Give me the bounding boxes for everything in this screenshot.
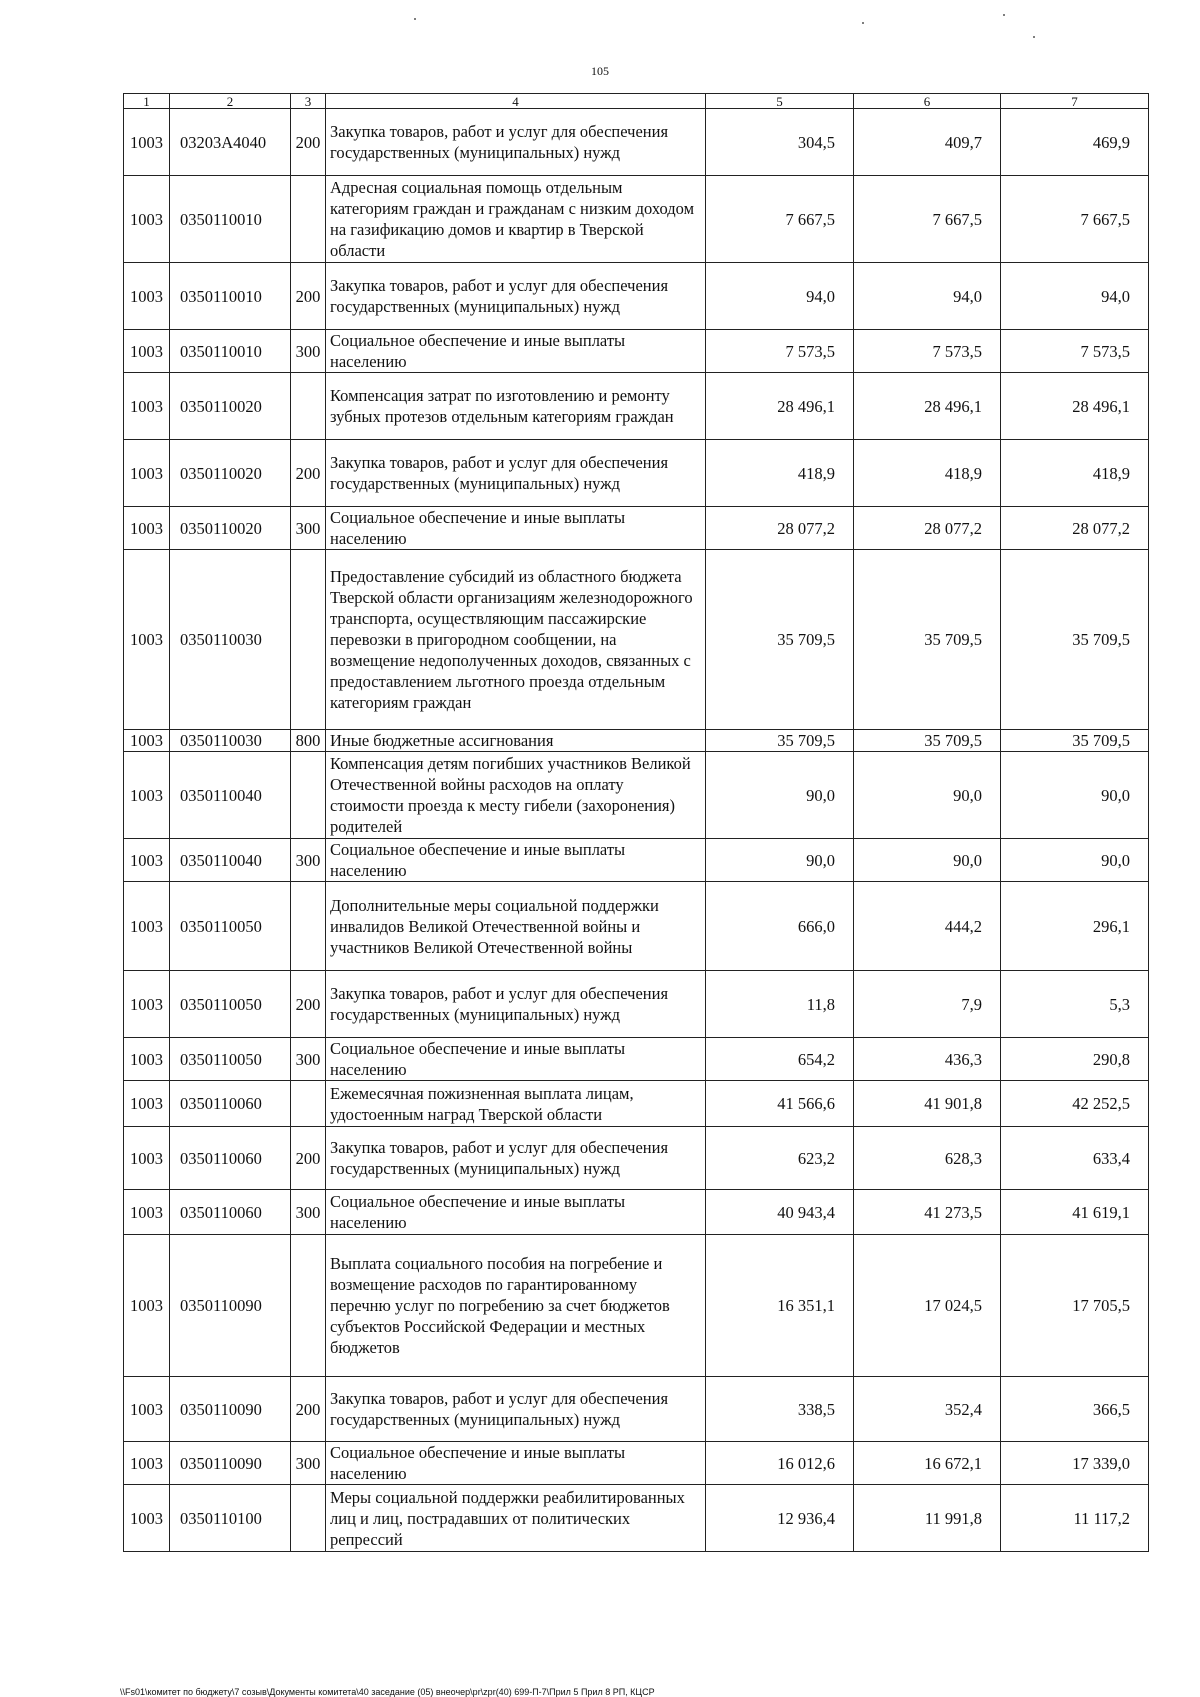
amount-col6-cell: 409,7 xyxy=(854,109,1001,176)
amount-col6-cell: 35 709,5 xyxy=(854,550,1001,730)
target-article-code-cell: 0350110090 xyxy=(170,1442,291,1485)
amount-col6-cell: 7 667,5 xyxy=(854,176,1001,263)
table-row xyxy=(124,1485,1149,1552)
target-article-code-cell: 0350110060 xyxy=(170,1190,291,1235)
target-article-code-cell: 0350110060 xyxy=(170,1127,291,1190)
table-row xyxy=(124,1081,1149,1127)
item-name-cell: Социальное обеспечение и иные выплаты населению xyxy=(326,1190,706,1235)
expense-type-cell xyxy=(291,550,326,730)
amount-col6-cell: 11 991,8 xyxy=(854,1485,1001,1552)
expense-type-cell xyxy=(291,1485,326,1552)
amount-col7-cell: 7 667,5 xyxy=(1001,176,1149,263)
amount-col5-cell: 12 936,4 xyxy=(706,1485,854,1552)
item-name-cell: Выплата социального пособия на погребение и возмещение расходов по гарантированному перечню услуг по погребению за счет бюджетов субъектов Российской Федерации и местных бюджетов xyxy=(326,1235,706,1377)
amount-col6-cell: 28 077,2 xyxy=(854,507,1001,550)
expense-type-cell: 200 xyxy=(291,971,326,1038)
amount-col6-cell: 41 901,8 xyxy=(854,1081,1001,1127)
target-article-code-cell: 0350110040 xyxy=(170,839,291,882)
amount-col5-cell: 28 496,1 xyxy=(706,373,854,440)
amount-col7-cell: 418,9 xyxy=(1001,440,1149,507)
amount-col7-cell: 296,1 xyxy=(1001,882,1149,971)
expense-type-cell: 200 xyxy=(291,1377,326,1442)
target-article-code-cell: 0350110050 xyxy=(170,882,291,971)
expense-type-cell xyxy=(291,1081,326,1127)
amount-col6-cell: 35 709,5 xyxy=(854,730,1001,752)
amount-col6-cell: 16 672,1 xyxy=(854,1442,1001,1485)
amount-col5-cell: 11,8 xyxy=(706,971,854,1038)
table-row xyxy=(124,839,1149,882)
target-article-code-cell: 0350110020 xyxy=(170,373,291,440)
amount-col5-cell: 16 012,6 xyxy=(706,1442,854,1485)
amount-col7-cell: 42 252,5 xyxy=(1001,1081,1149,1127)
table-row xyxy=(124,730,1149,752)
table-body xyxy=(124,109,1149,1552)
expense-type-cell: 300 xyxy=(291,507,326,550)
target-article-code-cell: 0350110040 xyxy=(170,752,291,839)
section-code-cell: 1003 xyxy=(124,1190,170,1235)
section-code-cell: 1003 xyxy=(124,730,170,752)
amount-col5-cell: 338,5 xyxy=(706,1377,854,1442)
scan-speck xyxy=(862,22,864,24)
item-name-cell: Закупка товаров, работ и услуг для обеспечения государственных (муниципальных) нужд xyxy=(326,1127,706,1190)
target-article-code-cell: 0350110030 xyxy=(170,550,291,730)
amount-col6-cell: 7 573,5 xyxy=(854,330,1001,373)
amount-col5-cell: 90,0 xyxy=(706,752,854,839)
amount-col7-cell: 17 705,5 xyxy=(1001,1235,1149,1377)
section-code-cell: 1003 xyxy=(124,1235,170,1377)
expense-type-cell xyxy=(291,1235,326,1377)
table-row xyxy=(124,440,1149,507)
expense-type-cell: 300 xyxy=(291,330,326,373)
target-article-code-cell: 0350110090 xyxy=(170,1377,291,1442)
section-code-cell: 1003 xyxy=(124,263,170,330)
item-name-cell: Ежемесячная пожизненная выплата лицам, удостоенным наград Тверской области xyxy=(326,1081,706,1127)
amount-col7-cell: 366,5 xyxy=(1001,1377,1149,1442)
page-number: 105 xyxy=(591,64,609,78)
section-code-cell: 1003 xyxy=(124,1377,170,1442)
amount-col5-cell: 623,2 xyxy=(706,1127,854,1190)
amount-col6-cell: 628,3 xyxy=(854,1127,1001,1190)
target-article-code-cell: 0350110050 xyxy=(170,971,291,1038)
amount-col5-cell: 7 573,5 xyxy=(706,330,854,373)
budget-table xyxy=(123,93,1149,1552)
item-name-cell: Социальное обеспечение и иные выплаты населению xyxy=(326,1038,706,1081)
column-header: 2 xyxy=(170,94,291,109)
column-header: 3 xyxy=(291,94,326,109)
amount-col5-cell: 418,9 xyxy=(706,440,854,507)
amount-col7-cell: 90,0 xyxy=(1001,839,1149,882)
table-row xyxy=(124,263,1149,330)
item-name-cell: Закупка товаров, работ и услуг для обеспечения государственных (муниципальных) нужд xyxy=(326,109,706,176)
section-code-cell: 1003 xyxy=(124,1081,170,1127)
target-article-code-cell: 0350110010 xyxy=(170,330,291,373)
scan-speck xyxy=(1033,36,1035,38)
section-code-cell: 1003 xyxy=(124,109,170,176)
table-row xyxy=(124,109,1149,176)
target-article-code-cell: 03203A4040 xyxy=(170,109,291,176)
table-row xyxy=(124,1190,1149,1235)
amount-col7-cell: 35 709,5 xyxy=(1001,550,1149,730)
expense-type-cell: 300 xyxy=(291,1442,326,1485)
section-code-cell: 1003 xyxy=(124,1038,170,1081)
section-code-cell: 1003 xyxy=(124,839,170,882)
item-name-cell: Меры социальной поддержки реабилитированных лиц и лиц, пострадавших от политических репрессий xyxy=(326,1485,706,1552)
scan-speck xyxy=(414,18,416,20)
amount-col5-cell: 40 943,4 xyxy=(706,1190,854,1235)
item-name-cell: Социальное обеспечение и иные выплаты населению xyxy=(326,507,706,550)
section-code-cell: 1003 xyxy=(124,330,170,373)
expense-type-cell xyxy=(291,752,326,839)
expense-type-cell: 800 xyxy=(291,730,326,752)
item-name-cell: Социальное обеспечение и иные выплаты населению xyxy=(326,839,706,882)
section-code-cell: 1003 xyxy=(124,507,170,550)
amount-col6-cell: 17 024,5 xyxy=(854,1235,1001,1377)
amount-col7-cell: 35 709,5 xyxy=(1001,730,1149,752)
column-number-row xyxy=(124,94,1149,109)
amount-col6-cell: 436,3 xyxy=(854,1038,1001,1081)
column-header: 4 xyxy=(326,94,706,109)
amount-col5-cell: 666,0 xyxy=(706,882,854,971)
section-code-cell: 1003 xyxy=(124,176,170,263)
amount-col5-cell: 41 566,6 xyxy=(706,1081,854,1127)
amount-col5-cell: 654,2 xyxy=(706,1038,854,1081)
section-code-cell: 1003 xyxy=(124,550,170,730)
footer-file-path: \\Fs01\комитет по бюджету\7 созыв\Документы комитета\40 заседание (05) внеочер\pr\zpr(40) 699-П-7\Прил 5 Прил 8 РП, КЦСР xyxy=(120,1687,655,1697)
amount-col5-cell: 304,5 xyxy=(706,109,854,176)
section-code-cell: 1003 xyxy=(124,1127,170,1190)
amount-col7-cell: 17 339,0 xyxy=(1001,1442,1149,1485)
amount-col5-cell: 16 351,1 xyxy=(706,1235,854,1377)
amount-col6-cell: 90,0 xyxy=(854,752,1001,839)
amount-col6-cell: 418,9 xyxy=(854,440,1001,507)
expense-type-cell: 200 xyxy=(291,440,326,507)
scan-speck xyxy=(1003,14,1005,16)
table-row xyxy=(124,176,1149,263)
amount-col7-cell: 11 117,2 xyxy=(1001,1485,1149,1552)
table-row xyxy=(124,1127,1149,1190)
section-code-cell: 1003 xyxy=(124,373,170,440)
column-header: 7 xyxy=(1001,94,1149,109)
item-name-cell: Иные бюджетные ассигнования xyxy=(326,730,706,752)
item-name-cell: Социальное обеспечение и иные выплаты населению xyxy=(326,330,706,373)
item-name-cell: Социальное обеспечение и иные выплаты населению xyxy=(326,1442,706,1485)
item-name-cell: Закупка товаров, работ и услуг для обеспечения государственных (муниципальных) нужд xyxy=(326,440,706,507)
table-row xyxy=(124,1038,1149,1081)
target-article-code-cell: 0350110020 xyxy=(170,507,291,550)
table-row xyxy=(124,1377,1149,1442)
section-code-cell: 1003 xyxy=(124,752,170,839)
item-name-cell: Компенсация затрат по изготовлению и ремонту зубных протезов отдельным категориям граждан xyxy=(326,373,706,440)
column-header: 1 xyxy=(124,94,170,109)
table-row xyxy=(124,507,1149,550)
table-row xyxy=(124,882,1149,971)
item-name-cell: Закупка товаров, работ и услуг для обеспечения государственных (муниципальных) нужд xyxy=(326,263,706,330)
target-article-code-cell: 0350110060 xyxy=(170,1081,291,1127)
amount-col7-cell: 90,0 xyxy=(1001,752,1149,839)
expense-type-cell: 200 xyxy=(291,263,326,330)
amount-col7-cell: 7 573,5 xyxy=(1001,330,1149,373)
amount-col7-cell: 633,4 xyxy=(1001,1127,1149,1190)
expense-type-cell: 300 xyxy=(291,1190,326,1235)
expense-type-cell xyxy=(291,176,326,263)
expense-type-cell xyxy=(291,882,326,971)
amount-col5-cell: 90,0 xyxy=(706,839,854,882)
item-name-cell: Закупка товаров, работ и услуг для обеспечения государственных (муниципальных) нужд xyxy=(326,1377,706,1442)
expense-type-cell xyxy=(291,373,326,440)
expense-type-cell: 200 xyxy=(291,1127,326,1190)
expense-type-cell: 300 xyxy=(291,839,326,882)
amount-col7-cell: 290,8 xyxy=(1001,1038,1149,1081)
item-name-cell: Компенсация детям погибших участников Великой Отечественной войны расходов на оплату стоимости проезда к месту гибели (захоронения) родителей xyxy=(326,752,706,839)
section-code-cell: 1003 xyxy=(124,440,170,507)
amount-col7-cell: 28 077,2 xyxy=(1001,507,1149,550)
amount-col7-cell: 469,9 xyxy=(1001,109,1149,176)
table-row xyxy=(124,1235,1149,1377)
amount-col6-cell: 28 496,1 xyxy=(854,373,1001,440)
item-name-cell: Закупка товаров, работ и услуг для обеспечения государственных (муниципальных) нужд xyxy=(326,971,706,1038)
expense-type-cell: 200 xyxy=(291,109,326,176)
table-row xyxy=(124,330,1149,373)
amount-col7-cell: 5,3 xyxy=(1001,971,1149,1038)
amount-col5-cell: 35 709,5 xyxy=(706,730,854,752)
amount-col6-cell: 444,2 xyxy=(854,882,1001,971)
item-name-cell: Адресная социальная помощь отдельным категориям граждан и гражданам с низким доходом на газификацию домов и квартир в Тверской области xyxy=(326,176,706,263)
amount-col7-cell: 94,0 xyxy=(1001,263,1149,330)
amount-col5-cell: 7 667,5 xyxy=(706,176,854,263)
column-header: 5 xyxy=(706,94,854,109)
table-row xyxy=(124,971,1149,1038)
amount-col6-cell: 90,0 xyxy=(854,839,1001,882)
amount-col5-cell: 94,0 xyxy=(706,263,854,330)
section-code-cell: 1003 xyxy=(124,882,170,971)
table-row xyxy=(124,752,1149,839)
target-article-code-cell: 0350110050 xyxy=(170,1038,291,1081)
amount-col6-cell: 7,9 xyxy=(854,971,1001,1038)
amount-col5-cell: 28 077,2 xyxy=(706,507,854,550)
target-article-code-cell: 0350110010 xyxy=(170,263,291,330)
item-name-cell: Дополнительные меры социальной поддержки инвалидов Великой Отечественной войны и участников Великой Отечественной войны xyxy=(326,882,706,971)
target-article-code-cell: 0350110020 xyxy=(170,440,291,507)
expense-type-cell: 300 xyxy=(291,1038,326,1081)
amount-col5-cell: 35 709,5 xyxy=(706,550,854,730)
table-row xyxy=(124,550,1149,730)
target-article-code-cell: 0350110010 xyxy=(170,176,291,263)
target-article-code-cell: 0350110090 xyxy=(170,1235,291,1377)
amount-col6-cell: 41 273,5 xyxy=(854,1190,1001,1235)
item-name-cell: Предоставление субсидий из областного бюджета Тверской области организациям железнодорожного транспорта, осуществляющим пассажирские перевозки в пригородном сообщении, на возмещение недополученных доходов, связанных с предоставлением льготного проезда отдельным категориям граждан xyxy=(326,550,706,730)
amount-col7-cell: 41 619,1 xyxy=(1001,1190,1149,1235)
amount-col7-cell: 28 496,1 xyxy=(1001,373,1149,440)
amount-col6-cell: 352,4 xyxy=(854,1377,1001,1442)
table-row xyxy=(124,1442,1149,1485)
target-article-code-cell: 0350110100 xyxy=(170,1485,291,1552)
amount-col6-cell: 94,0 xyxy=(854,263,1001,330)
section-code-cell: 1003 xyxy=(124,1485,170,1552)
column-header: 6 xyxy=(854,94,1001,109)
target-article-code-cell: 0350110030 xyxy=(170,730,291,752)
table-row xyxy=(124,373,1149,440)
section-code-cell: 1003 xyxy=(124,971,170,1038)
section-code-cell: 1003 xyxy=(124,1442,170,1485)
